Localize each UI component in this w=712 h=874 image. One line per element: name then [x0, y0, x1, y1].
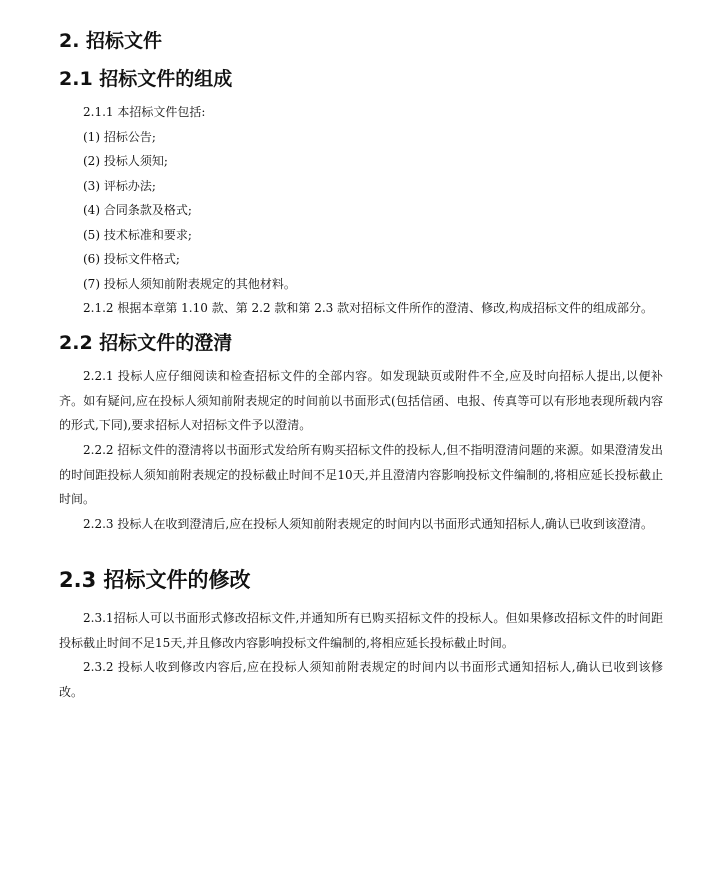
heading-2-1: 2.1 招标文件的组成 [59, 68, 233, 90]
clause-2-2-1: 2.2.1 投标人应仔细阅读和检查招标文件的全部内容。如发现缺页或附件不全,应及时向招标人提出,以便补齐。如有疑问,应在投标人须知前附表规定的时间前以书面形式(包括信函、电报、传真等可以有形地表现所载内容的形式,下同),要求招标人对招标文件予以澄清。 [59, 369, 663, 432]
clause-2-1-1: 2.1.1 本招标文件包括: [83, 105, 206, 119]
heading-2-2: 2.2 招标文件的澄清 [59, 332, 233, 354]
clause-2-3-1: 2.3.1招标人可以书面形式修改招标文件,并通知所有已购买招标文件的投标人。但如果修改招标文件的时间距投标截止时间不足15天,并且修改内容影响投标文件编制的,将相应延长投标截止时间。 [59, 611, 663, 650]
list-item-5: (5) 技术标准和要求; [83, 228, 192, 242]
list-item-4: (4) 合同条款及格式; [83, 203, 192, 217]
clause-2-2-2: 2.2.2 招标文件的澄清将以书面形式发给所有购买招标文件的投标人,但不指明澄清问题的来源。如果澄清发出的时间距投标人须知前附表规定的投标截止时间不足10天,并且澄清内容影响投标文件编制的,将相应延长投标截止时间。 [59, 443, 663, 506]
heading-2-3: 2.3 招标文件的修改 [59, 568, 251, 592]
list-item-6: (6) 投标文件格式; [83, 252, 180, 266]
list-item-2: (2) 投标人须知; [83, 154, 168, 168]
list-item-1: (1) 招标公告; [83, 130, 156, 144]
clause-2-1-2: 2.1.2 根据本章第 1.10 款、第 2.2 款和第 2.3 款对招标文件所作的澄清、修改,构成招标文件的组成部分。 [83, 301, 653, 315]
section-title: 2. 招标文件 [59, 30, 163, 52]
clause-2-3-2: 2.3.2 投标人收到修改内容后,应在投标人须知前附表规定的时间内以书面形式通知招标人,确认已收到该修改。 [59, 660, 663, 699]
clause-2-2-3: 2.2.3 投标人在收到澄清后,应在投标人须知前附表规定的时间内以书面形式通知招标人,确认已收到该澄清。 [83, 517, 653, 531]
list-item-7: (7) 投标人须知前附表规定的其他材料。 [83, 277, 296, 291]
list-item-3: (3) 评标办法; [83, 179, 156, 193]
